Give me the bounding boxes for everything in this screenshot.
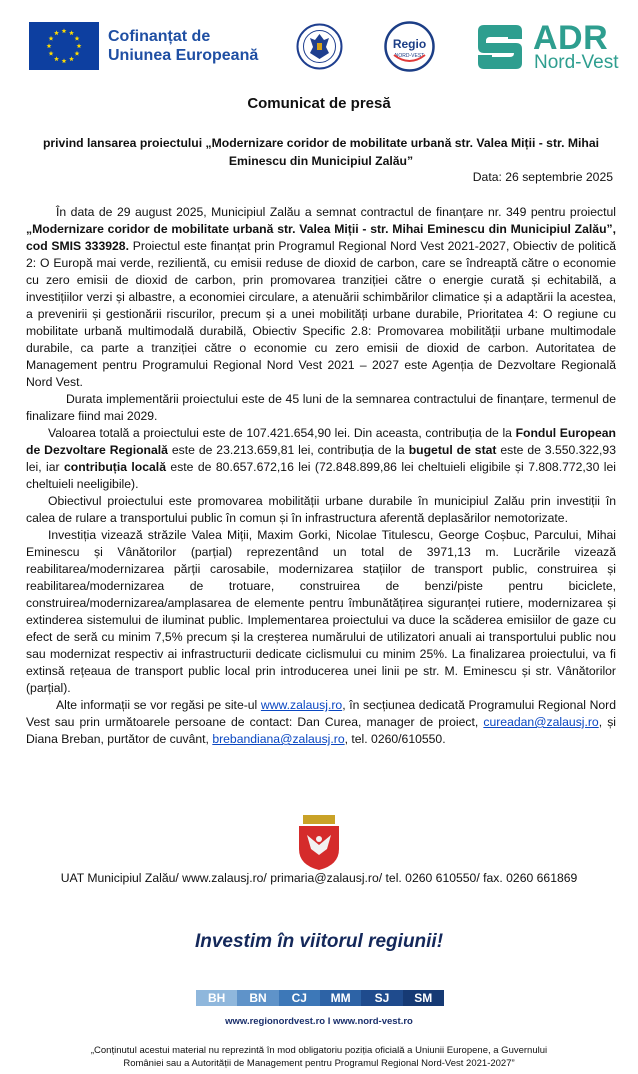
p3-text-a: Valoarea totală a proiectului este de 107.421.654,90 lei. Din aceasta, contribuția de la bbox=[48, 426, 516, 440]
disclaimer-line1: „Conținutul acestui material nu reprezintă în mod obligatoriu poziția oficială a Uniunii Europene, a Guvernului bbox=[90, 1045, 548, 1056]
disclaimer bbox=[40, 1044, 598, 1070]
county-bh: BH bbox=[196, 990, 237, 1006]
zalausj-website-link[interactable]: www.zalausj.ro bbox=[260, 698, 343, 712]
p3-text-g: este de 80.657.672,16 lei (72.848.899,86 lei cheltuieli eligibile și 7.808.772,30 lei cheltuieli neeligibile). bbox=[26, 460, 616, 491]
regional-websites: www.regionordvest.ro I www.nord-vest.ro bbox=[225, 1016, 413, 1027]
p1-project-name: „Modernizare coridor de mobilitate urbană str. Valea Miții - str. Mihai Eminescu din Municipiul Zalău”, cod SMIS 333928. bbox=[26, 222, 616, 253]
uat-contact-line: UAT Municipiul Zalău/ www.zalausj.ro/ primaria@zalausj.ro/ tel. 0260 610550/ fax. 0260 661869 bbox=[60, 871, 578, 885]
regio-logo-sub: NORD-VEST bbox=[394, 53, 425, 59]
paragraph-value bbox=[26, 425, 616, 493]
header-logos bbox=[0, 0, 638, 92]
p3-text-e: este de 3.550.322,93 lei, iar bbox=[26, 443, 616, 474]
p3-local-contribution: contribuția locală bbox=[64, 460, 166, 474]
disclaimer-line2: României sau a Autorității de Management pentru Programul Regional Nord-Vest 2021-2027” bbox=[123, 1058, 515, 1069]
adr-mark-icon bbox=[472, 23, 528, 71]
eu-flag-icon bbox=[29, 22, 99, 70]
county-sm: SM bbox=[403, 990, 444, 1006]
zalau-coat-of-arms-icon bbox=[293, 815, 345, 871]
p3-state-budget: bugetul de stat bbox=[408, 443, 497, 457]
paragraph-objective: Obiectivul proiectului este promovarea mobilității urbane durabile în municipiul Zalău prin investiții în calea de rulare a transportului public în comun și în infrastructura aferentă deplasărilor nemotorizate. bbox=[26, 494, 616, 525]
press-release-subject bbox=[26, 134, 616, 170]
county-sj: SJ bbox=[361, 990, 402, 1006]
eu-label-line1: Cofinanțat de bbox=[108, 28, 211, 45]
release-date: Data: 26 septembrie 2025 bbox=[472, 170, 613, 184]
paragraph-investment: Investiția vizează străzile Valea Miții, Maxim Gorki, Nicolae Titulescu, George Coșbuc, Parcului, Mihai Eminescu și Vânătorilor (parțial) reprezentând un total de 3971,13 m. Lucrările vizează reabilitarea/modernizarea părții carosabile, modernizarea stațiilor de transport public, construirea și reabilitarea/modernizarea de trotuare, construirea de benzi/piste pentru biciclete, construirea/modernizarea/amplasarea de elemente pentru îmbunătățirea siguranței rutiere, modernizarea și extinderea sistemului de iluminat public. Implementarea proiectului va duce la scăderea emisiilor de gaze cu efect de seră cu minim 7,5% precum și la creșterea numărului de utilizatori anuali ai transportului public nou sau modernizat respectiv ai infrastructurii dedicate ciclismului cu minim 25%. La finalizarea proiectului, va fi extinsă rețeaua de transport public local prin introducerea unei linii pe str. M. Eminescu și str. Vânătorilor (parțial). bbox=[26, 528, 616, 695]
slogan: Investim în viitorul regiunii! bbox=[194, 931, 444, 952]
p6-text-b: , în secțiunea dedicată Programului Regional Nord Vest sau prin următoarele persoane de contact: Dan Curea, manager de proiect, bbox=[26, 698, 616, 729]
p3-text-c: este de 23.213.659,81 lei, contribuția de la bbox=[167, 443, 409, 457]
press-release-title: Comunicat de presă bbox=[247, 95, 391, 112]
county-bn: BN bbox=[237, 990, 278, 1006]
cureadan-email-link[interactable]: cureadan@zalausj.ro bbox=[483, 715, 599, 729]
brebandiana-email-link[interactable]: brebandiana@zalausj.ro bbox=[212, 732, 345, 746]
paragraph-duration: Durata implementării proiectului este de 45 luni de la semnarea contractului de finanțare, termenul de finalizare fiind mai 2029. bbox=[26, 392, 616, 423]
press-release-body bbox=[26, 204, 616, 748]
county-cj: CJ bbox=[279, 990, 320, 1006]
p1-text-a: În data de 29 august 2025, Municipiul Zalău a semnat contractul de finanțare nr. 349 pentru proiectul bbox=[56, 205, 616, 219]
paragraph-contract bbox=[26, 204, 616, 391]
adr-region: Nord-Vest bbox=[534, 52, 619, 73]
county-bar bbox=[196, 990, 444, 1006]
p3-fedr: Fondul European de Dezvoltare Regională bbox=[26, 426, 616, 457]
county-mm: MM bbox=[320, 990, 361, 1006]
subject-line2: Eminescu din Municipiul Zalău” bbox=[228, 154, 414, 168]
paragraph-contacts bbox=[26, 697, 616, 748]
p6-text-d: , tel. 0260/610550. bbox=[344, 732, 446, 746]
adr-nord-vest-logo bbox=[472, 19, 622, 75]
subject-line1: privind lansarea proiectului „Modernizare coridor de mobilitate urbană str. Valea Miții - str. Mihai bbox=[42, 136, 600, 150]
regio-logo-text: Regio bbox=[392, 37, 427, 51]
romanian-government-logo bbox=[296, 23, 343, 70]
regio-program-logo bbox=[384, 21, 435, 72]
eu-label-line2: Uniunea Europeană bbox=[108, 47, 259, 64]
eu-cofinancing-label bbox=[108, 27, 258, 65]
p6-text-c: , și Diana Breban, purtător de cuvânt, bbox=[26, 715, 616, 746]
p1-text-c: Proiectul este finanțat prin Programul Regional Nord Vest 2021-2027, Obiectiv de politică 2: O Europă mai verde, rezilientă, cu emisii reduse de dioxid de carbon, care se îndreaptă către o economie cu zero emisii de dioxid de carbon, prin promovarea tranziției către o energie curată și echitabilă, a investițiilor verzi și albastre, a economiei circulare, a atenuării schimbărilor climatice și a adaptării la acestea, a prevenirii și gestionării riscurilor, precum și a unei mobilități urbane durabile, Prioritatea 4: O regiune cu mobilitate urbană multimodală durabilă, Obiectiv Specific 2.8: Promovarea mobilității urbane multimodale durabile, ca parte a tranziției către o economie cu zero emisii de dioxid de carbon. Autoritatea de Management pentru Programului Regional Nord Vest 2021 – 2027 este Agenția de Dezvoltare Regională Nord Vest. bbox=[26, 239, 617, 389]
adr-name: ADR bbox=[533, 19, 609, 57]
p6-text-a: Alte informații se vor regăsi pe site-ul bbox=[56, 698, 261, 712]
